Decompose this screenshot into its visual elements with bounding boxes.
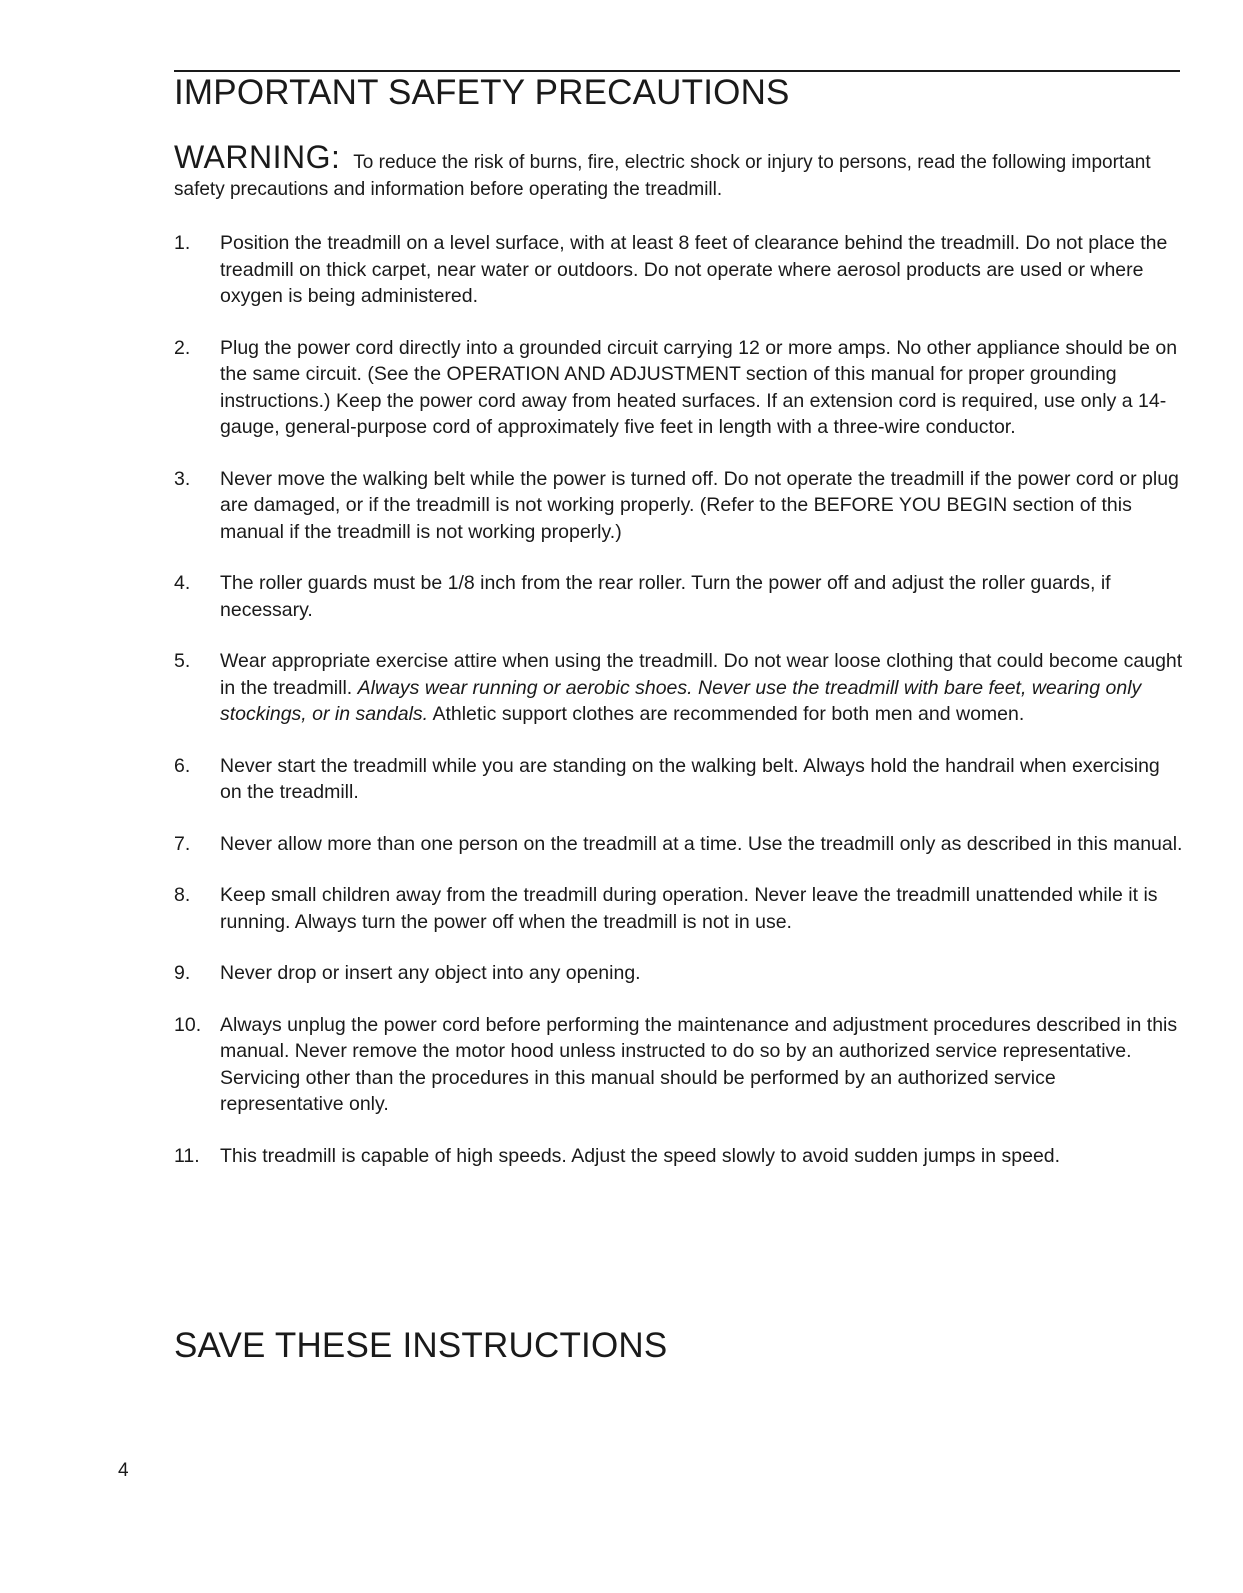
list-item	[174, 960, 1184, 987]
item-text: This treadmill is capable of high speeds. Adjust the speed slowly to avoid sudden jumps in speed.	[220, 1144, 1061, 1167]
item-number: 5.	[174, 650, 191, 672]
list-item	[174, 1143, 1184, 1170]
save-instructions-heading: SAVE THESE INSTRUCTIONS	[174, 1326, 668, 1365]
item-number: 2.	[174, 336, 191, 359]
item-number: 9.	[174, 962, 191, 984]
item-text: The roller guards must be 1/8 inch from the rear roller. Turn the power off and adjust the roller guards, if necessary.	[220, 572, 1111, 621]
item-number: 3.	[174, 467, 191, 490]
item-text: Keep small children away from the treadmill during operation. Never leave the treadmill unattended while it is running. Always turn the power off when the treadmill is not in use.	[220, 884, 1158, 933]
list-item	[174, 570, 1184, 623]
list-item	[174, 831, 1184, 858]
item-text	[220, 650, 1182, 725]
item-text: Never move the walking belt while the power is turned off. Do not operate the treadmill if the power cord or plug are damaged, or if the treadmill is not working properly. (Refer to the BEFORE YOU BEGIN section of this manual if the treadmill is not working properly.)	[220, 467, 1179, 543]
item-text: Position the treadmill on a level surface, with at least 8 feet of clearance behind the treadmill. Do not place the treadmill on thick carpet, near water or outdoors. Do not operate where aerosol products are used or where oxygen is being administered.	[220, 232, 1168, 307]
warning-text: To reduce the risk of burns, fire, electric shock or injury to persons, read the following important safety precautions and information before operating the treadmill.	[174, 152, 1151, 200]
item-text: Never drop or insert any object into any opening.	[220, 962, 641, 984]
item-text-plain: Wear appropriate exercise attire when using the treadmill. Do not wear loose clothing that could become caught in the treadmill.	[220, 650, 1183, 699]
item-text-italic: Always wear running or aerobic shoes. Never use the treadmill with bare feet, wearing only stockings, or in sandals.	[220, 676, 1142, 725]
item-number: 1.	[174, 232, 191, 254]
list-item	[174, 1012, 1184, 1118]
item-text: Plug the power cord directly into a grounded circuit carrying 12 or more amps. No other appliance should be on the same circuit. (See the OPERATION AND ADJUSTMENT section of this manual for proper grounding instructions.) Keep the power cord away from heated surfaces. If an extension cord is required, use only a 14-gauge, general-purpose cord of approximately five feet in length with a three-wire conductor.	[220, 336, 1178, 438]
warning-paragraph	[174, 139, 1184, 203]
item-text: Never allow more than one person on the treadmill at a time. Use the treadmill only as described in this manual.	[220, 832, 1183, 855]
item-number: 10.	[174, 1013, 202, 1036]
warning-label: WARNING:	[174, 139, 341, 175]
item-number: 8.	[174, 884, 191, 906]
item-text-plain: Athletic support clothes are recommended for both men and women.	[432, 703, 1025, 725]
item-number: 6.	[174, 754, 191, 777]
top-rule	[174, 70, 1180, 72]
page-number: 4	[118, 1460, 129, 1481]
item-number: 4.	[174, 572, 191, 594]
list-item	[174, 753, 1184, 806]
list-item	[174, 466, 1184, 546]
page-title: IMPORTANT SAFETY PRECAUTIONS	[174, 73, 790, 112]
item-number: 7.	[174, 832, 191, 855]
precautions-list	[174, 230, 1184, 1194]
list-item	[174, 335, 1184, 441]
item-text: Never start the treadmill while you are standing on the walking belt. Always hold the handrail when exercising on the treadmill.	[220, 754, 1160, 803]
list-item	[174, 648, 1184, 728]
item-text: Always unplug the power cord before performing the maintenance and adjustment procedures described in this manual. Never remove the motor hood unless instructed to do so by an authorized service representative. Servicing other than the procedures in this manual should be performed by an authorized service representative only.	[220, 1013, 1178, 1115]
list-item	[174, 882, 1184, 935]
item-number: 11.	[174, 1144, 200, 1167]
list-item	[174, 230, 1184, 310]
